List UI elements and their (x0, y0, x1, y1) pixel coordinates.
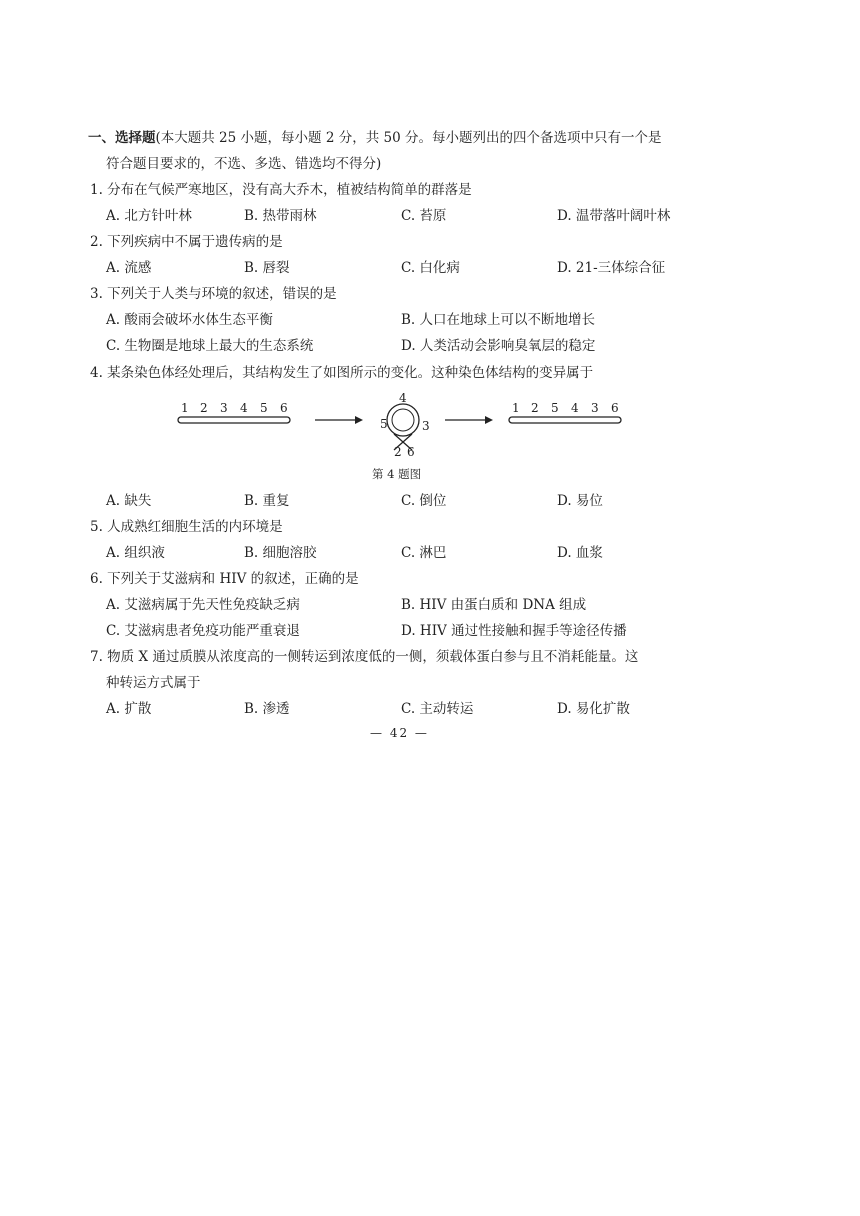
q4-option-d: D. 易位 (557, 493, 603, 509)
q5-option-d: D. 血浆 (557, 545, 603, 561)
q4-option-b: B. 重复 (244, 493, 290, 509)
q2-option-d: D. 21-三体综合征 (557, 260, 666, 276)
after-label-1: 1 (512, 401, 520, 415)
question-3-stem: 3. 下列关于人类与环境的叙述，错误的是 (90, 286, 337, 302)
figure-caption: 第 4 题图 (372, 467, 422, 481)
arrow-1 (315, 416, 363, 424)
chromosome-before (178, 401, 290, 423)
loop-label-3: 3 (422, 419, 430, 433)
q6-option-d: D. HIV 通过性接触和握手等途径传播 (401, 623, 627, 639)
section-heading-line (88, 126, 661, 146)
section-heading: 一、选择题 (88, 130, 156, 146)
q3-option-b: B. 人口在地球上可以不断地增长 (401, 312, 596, 328)
arrow-2 (445, 416, 493, 424)
q7-option-b: B. 渗透 (244, 701, 290, 717)
q1-option-c: C. 苔原 (401, 208, 447, 224)
after-label-4: 4 (571, 401, 579, 415)
chromosome-after (509, 401, 621, 423)
q3-option-a: A. 酸雨会破坏水体生态平衡 (106, 312, 273, 328)
section-instructions: (本大题共 25 小题，每小题 2 分，共 50 分。每小题列出的四个备选项中只有一个是 (155, 130, 662, 146)
loop-label-4: 4 (399, 391, 407, 405)
q7-option-d: D. 易化扩散 (557, 701, 630, 717)
q5-option-b: B. 细胞溶胶 (244, 545, 317, 561)
question-7-stem: 7. 物质 X 通过质膜从浓度高的一侧转运到浓度低的一侧，须载体蛋白参与且不消耗能量。这 (90, 649, 639, 665)
loop-label-2: 2 (394, 445, 402, 459)
q6-option-b: B. HIV 由蛋白质和 DNA 组成 (401, 597, 587, 613)
page-number: — 42 — (370, 726, 429, 740)
before-label-3: 3 (220, 401, 228, 415)
question-7-stem-cont: 种转运方式属于 (106, 675, 201, 691)
question-6-stem: 6. 下列关于艾滋病和 HIV 的叙述，正确的是 (90, 571, 359, 587)
q5-option-a: A. 组织液 (106, 545, 165, 561)
q6-option-c: C. 艾滋病患者免疫功能严重衰退 (106, 623, 300, 639)
q2-option-a: A. 流感 (106, 260, 152, 276)
q7-option-c: C. 主动转运 (401, 701, 474, 717)
after-label-5: 5 (551, 401, 559, 415)
q1-option-a: A. 北方针叶林 (106, 208, 192, 224)
loop-label-6: 6 (407, 445, 415, 459)
q3-option-d: D. 人类活动会影响臭氧层的稳定 (401, 338, 596, 354)
question-2-stem: 2. 下列疾病中不属于遗传病的是 (90, 234, 283, 250)
after-label-3: 3 (591, 401, 599, 415)
q6-option-a: A. 艾滋病属于先天性免疫缺乏病 (106, 597, 300, 613)
question-4-stem: 4. 某条染色体经处理后，其结构发生了如图所示的变化。这种染色体结构的变异属于 (90, 365, 594, 381)
question-1-stem: 1. 分布在气候严寒地区，没有高大乔木，植被结构简单的群落是 (90, 182, 472, 198)
q4-option-c: C. 倒位 (401, 493, 447, 509)
before-label-2: 2 (200, 401, 208, 415)
after-label-6: 6 (611, 401, 619, 415)
loop-label-5: 5 (380, 417, 388, 431)
q2-option-c: C. 白化病 (401, 260, 460, 276)
question-5-stem: 5. 人成熟红细胞生活的内环境是 (90, 519, 283, 535)
q2-option-b: B. 唇裂 (244, 260, 290, 276)
q5-option-c: C. 淋巴 (401, 545, 447, 561)
inversion-loop (380, 391, 430, 459)
before-label-1: 1 (181, 401, 189, 415)
before-label-5: 5 (260, 401, 268, 415)
before-label-6: 6 (280, 401, 288, 415)
section-instructions-cont: 符合题目要求的，不选、多选、错选均不得分) (106, 156, 382, 172)
after-label-2: 2 (531, 401, 539, 415)
before-label-4: 4 (240, 401, 248, 415)
q1-option-d: D. 温带落叶阔叶林 (557, 208, 671, 224)
q1-option-b: B. 热带雨林 (244, 208, 317, 224)
q3-option-c: C. 生物圈是地球上最大的生态系统 (106, 338, 314, 354)
q4-option-a: A. 缺失 (106, 493, 152, 509)
q7-option-a: A. 扩散 (106, 701, 152, 717)
